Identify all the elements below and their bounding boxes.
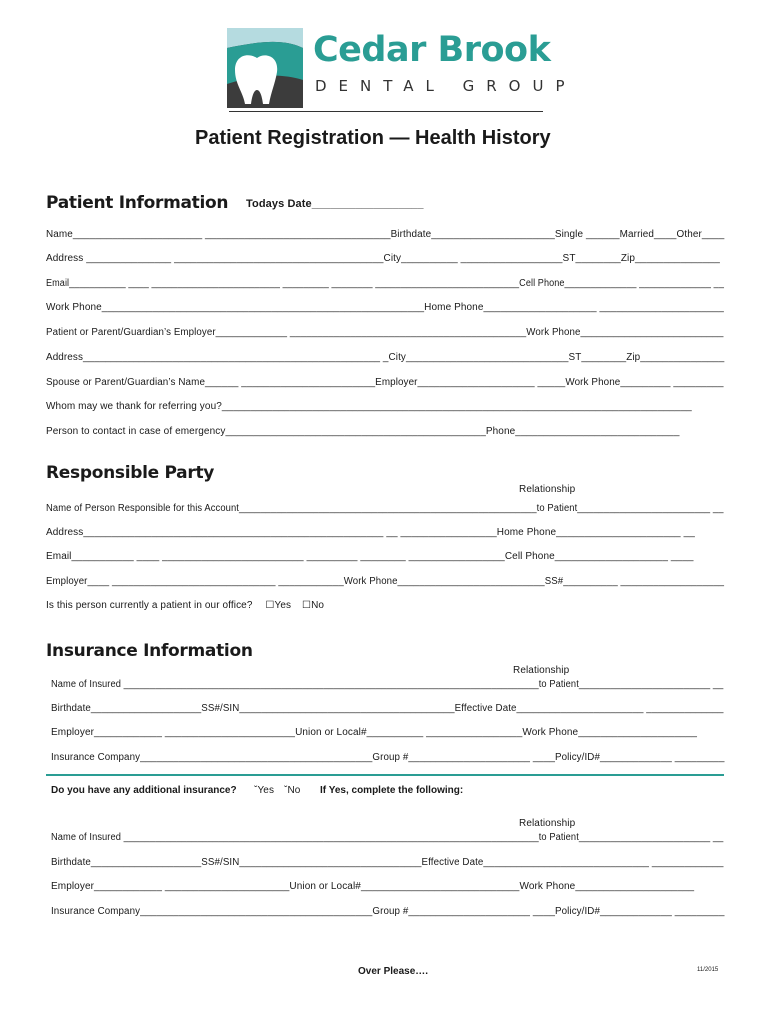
emergency-contact-line[interactable]: Person to contact in case of emergency______________________________________________Phone_____________________________ [46, 426, 680, 437]
revision-date: 11/2015 [697, 967, 719, 973]
responsible-email-line[interactable]: Email___________ ____ _________________________ _________ ________ _________________Cell Phone____________________ ____ [46, 551, 694, 562]
page-title: Patient Registration — Health History [195, 127, 551, 149]
responsible-address-line[interactable]: Address_____________________________________________________ __ _________________Home Phone______________________ __ [46, 527, 695, 538]
insured-birthdate-line[interactable]: Birthdate____________________SS#/SIN_______________________________________Effective Date_______________________ ______________ [51, 703, 724, 714]
todays-date-field[interactable]: Todays Date__________________ [246, 198, 424, 210]
insured2-birthdate-line[interactable]: Birthdate____________________SS#/SIN_________________________________Effective Date______________________________ _____________ [51, 857, 724, 868]
employer-line[interactable]: Patient or Parent/Guardian’s Employer_____________ ___________________________________________Work Phone__________________________ [46, 327, 724, 338]
insured2-employer-line[interactable]: Employer____________ ______________________Union or Local#____________________________Work Phone_____________________ [51, 881, 695, 892]
add-yes-option[interactable]: ˇYes [254, 785, 275, 796]
insured-employer-line[interactable]: Employer____________ _______________________Union or Local#__________ _________________Work Phone_____________________ [51, 727, 698, 738]
address2-line[interactable]: Address_____________________________________________________ _City_____________________________ST________Zip_______________ [46, 352, 725, 363]
current-patient-question [46, 600, 324, 611]
additional-insurance-question: Do you have any additional insurance? [51, 785, 237, 796]
teal-divider [46, 774, 724, 776]
add-no-option[interactable]: ˇNo [284, 785, 301, 796]
email-cell-line[interactable]: Email___________ ____ _________________________ _________ ________ ____________________________Cell Phone______________ ______________ __ [46, 278, 724, 289]
add-no-label: No [287, 785, 301, 796]
ins-relationship-label: Relationship [513, 665, 570, 676]
no-checkbox[interactable]: ☐ [301, 600, 312, 611]
section-heading-responsible: Responsible Party [46, 463, 215, 483]
work-home-phone-line[interactable]: Work Phone_________________________________________________________Home Phone____________________ ______________________ [46, 302, 724, 313]
current-patient-label: Is this person currently a patient in our office? [46, 600, 253, 611]
yes-label: Yes [274, 600, 292, 611]
logo-name: Cedar Brook [313, 30, 551, 70]
ins2-relationship-label: Relationship [519, 818, 576, 829]
over-please-text: Over Please…. [358, 966, 429, 977]
insured2-name-line[interactable]: Name of Insured _______________________________________________________________________________to Patient_________________________ __ [51, 832, 724, 843]
referral-line[interactable]: Whom may we thank for referring you?___________________________________________________________________________________ [46, 401, 692, 412]
insurance-company-line[interactable]: Insurance Company__________________________________________Group #______________________ ____Policy/ID#_____________ _________ [51, 752, 725, 763]
section-heading-insurance: Insurance Information [46, 641, 253, 661]
insurance2-company-line[interactable]: Insurance Company__________________________________________Group #______________________ ____Policy/ID#_____________ _________ [51, 906, 725, 917]
if-yes-label: If Yes, complete the following: [320, 785, 464, 796]
responsible-name-line[interactable]: Name of Person Responsible for this Account________________________________________________________to Patient_________________________ __ [46, 503, 724, 514]
tooth-logo-icon [227, 28, 303, 108]
logo-subtitle: DENTAL GROUP [315, 77, 577, 95]
responsible-employer-line[interactable]: Employer____ ______________________________ ____________Work Phone___________________________SS#__________ ___________________ [46, 576, 725, 587]
insured-name-line[interactable]: Name of Insured _______________________________________________________________________________to Patient_________________________ __ [51, 679, 724, 690]
add-yes-label: Yes [257, 785, 275, 796]
logo-underline [229, 111, 543, 112]
address-line[interactable]: Address _______________ _____________________________________City__________ __________________ST________Zip_______________ [46, 253, 720, 264]
yes-checkbox[interactable]: ☐ [265, 600, 275, 611]
no-label: No [311, 600, 325, 611]
relationship-label: Relationship [519, 484, 576, 495]
name-birthdate-line[interactable]: Name_______________________ _________________________________Birthdate______________________Single ______Married____Other____ [46, 229, 725, 240]
spouse-line[interactable]: Spouse or Parent/Guardian’s Name______ ________________________Employer_____________________ _____Work Phone_________ _________ [46, 377, 724, 388]
section-heading-patient: Patient Information [46, 193, 229, 213]
